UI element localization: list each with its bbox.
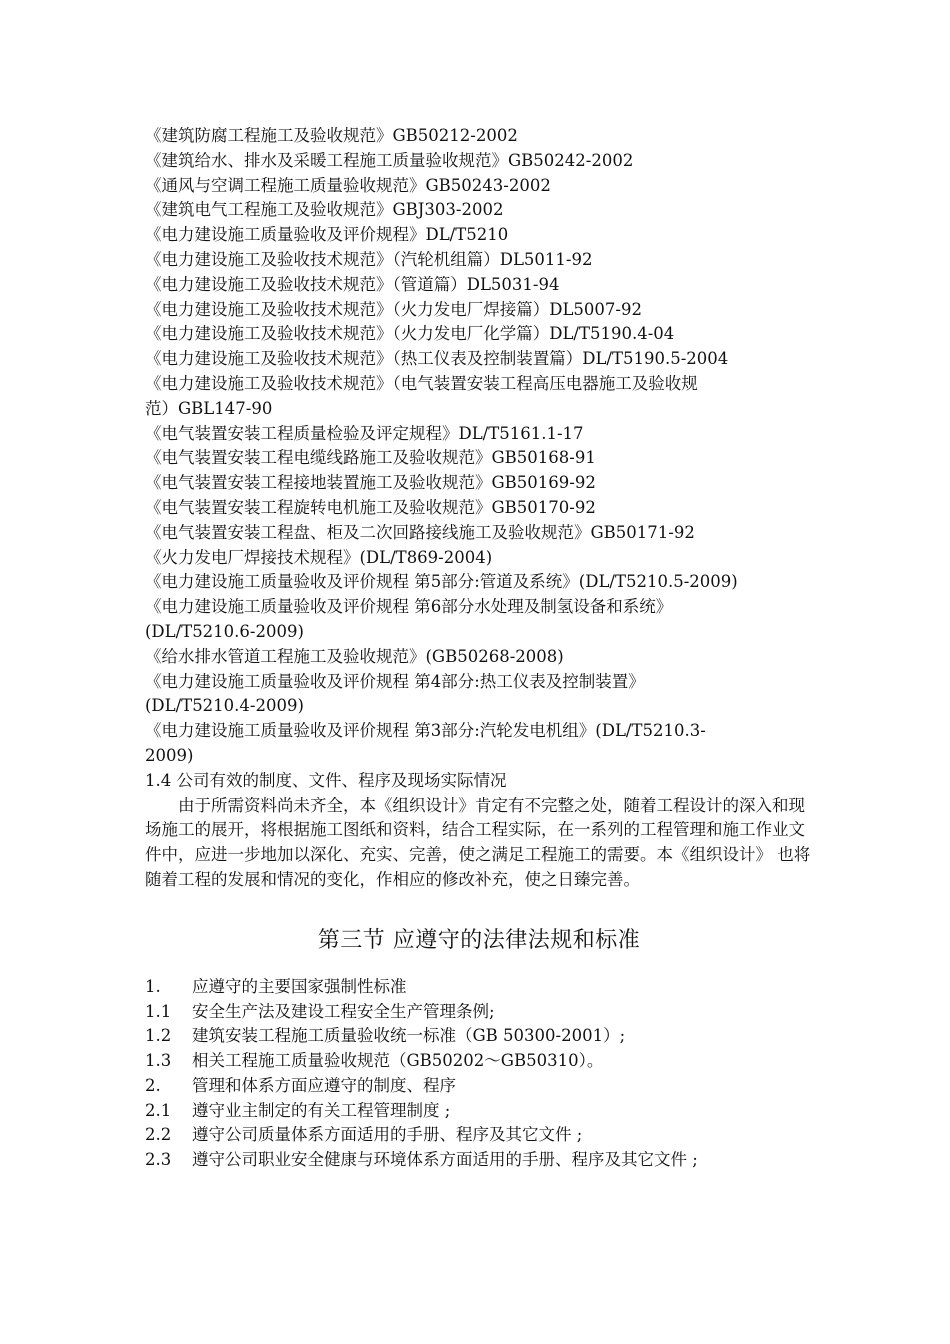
list-item [145,1099,813,1124]
reference-line: 《电力建设施工质量验收及评价规程 第5部分:管道及系统》(DL/T5210.5-2009) [145,572,738,592]
list-item [145,1148,813,1173]
item-text: 管理和体系方面应遵守的制度、程序 [192,1075,456,1095]
reference-line: 《建筑给水、排水及采暖工程施工质量验收规范》GB50242-2002 [145,150,634,170]
item-text: 建筑安装工程施工质量验收统一标准（GB 50300-2001）; [192,1026,626,1046]
list-item [145,1074,813,1099]
item-text: 遵守公司质量体系方面适用的手册、程序及其它文件 ; [192,1125,583,1145]
reference-line: 《电力建设施工及验收技术规范》（火力发电厂化学篇）DL/T5190.4-04 [145,324,675,344]
item-text: 遵守业主制定的有关工程管理制度 ; [192,1100,451,1120]
item-text: 安全生产法及建设工程安全生产管理条例; [192,1001,495,1021]
section-title: 第三节 应遵守的法律法规和标准 [317,927,641,953]
reference-line: 《电力建设施工质量验收及评价规程 第4部分:热工仪表及控制装置》 [145,671,645,691]
list-item [145,975,813,1000]
item-number: 2.2 [145,1125,172,1145]
item-number: 2. [145,1075,161,1095]
list-item [145,1123,813,1148]
reference-line: 《火力发电厂焊接技术规程》(DL/T869-2004) [145,547,493,567]
reference-line: 《电气装置安装工程盘、柜及二次回路接线施工及验收规范》GB50171-92 [145,522,695,542]
reference-line: 《电力建设施工及验收技术规范》（汽轮机组篇）DL5011-92 [145,249,593,269]
requirements-list [145,975,813,1173]
reference-line: 范）GBL147-90 [145,398,273,418]
reference-line: 《电气装置安装工程接地装置施工及验收规范》GB50169-92 [145,473,596,493]
reference-line: (DL/T5210.4-2009) [145,696,304,716]
reference-line: 《建筑电气工程施工及验收规范》GBJ303-2002 [145,200,504,220]
reference-line: 《电力建设施工及验收技术规范》（管道篇）DL5031-94 [145,274,560,294]
reference-line: 《电气装置安装工程旋转电机施工及验收规范》GB50170-92 [145,497,596,517]
item-number: 1.2 [145,1026,172,1046]
reference-line: 《电力建设施工质量验收及评价规程》DL/T5210 [145,225,509,245]
item-text: 应遵守的主要国家强制性标准 [192,976,407,996]
reference-line: (DL/T5210.6-2009) [145,621,304,641]
reference-line: 《电力建设施工及验收技术规范》（热工仪表及控制装置篇）DL/T5190.5-2004 [145,349,729,369]
item-number: 2.1 [145,1100,172,1120]
list-item [145,1024,813,1049]
reference-line: 《电力建设施工及验收技术规范》（火力发电厂焊接篇）DL5007-92 [145,299,642,319]
body-paragraph: 由于所需资料尚未齐全，本《组织设计》肯定有不完整之处，随着工程设计的深入和现场施工的展开，将根据施工图纸和资料，结合工程实际，在一系列的工程管理和施工作业文件中，应进一步地加以深化、充实、完善，使之满足工程施工的需要。本《组织设计》 也将随着工程的发展和情况的变化，作相应的修改补充，使之日臻完善。 [145,795,811,889]
reference-line: 《建筑防腐工程施工及验收规范》GB50212-2002 [145,126,518,145]
list-item [145,1000,813,1025]
item-number: 1.3 [145,1051,172,1071]
item-text: 相关工程施工质量验收规范（GB50202～GB50310）。 [192,1051,604,1071]
list-item [145,1049,813,1074]
reference-line: 《给水排水管道工程施工及验收规范》(GB50268-2008) [145,646,564,666]
reference-line: 《电力建设施工质量验收及评价规程 第6部分水处理及制氢设备和系统》 [145,597,673,617]
reference-list [145,124,813,769]
item-text: 遵守公司职业安全健康与环境体系方面适用的手册、程序及其它文件 ; [192,1150,698,1170]
item-number: 1.1 [145,1001,172,1021]
reference-line: 《电气装置安装工程质量检验及评定规程》DL/T5161.1-17 [145,423,584,443]
reference-line: 《通风与空调工程施工质量验收规范》GB50243-2002 [145,175,551,195]
reference-line: 《电气装置安装工程电缆线路施工及验收规范》GB50168-91 [145,448,596,468]
item-number: 2.3 [145,1150,172,1170]
document-page [145,124,813,1173]
reference-line: 2009) [145,745,194,765]
reference-line: 《电力建设施工质量验收及评价规程 第3部分:汽轮发电机组》(DL/T5210.3- [145,721,706,741]
subsection-heading: 1.4 公司有效的制度、文件、程序及现场实际情况 [145,770,507,790]
reference-line: 《电力建设施工及验收技术规范》（电气装置安装工程高压电器施工及验收规 [145,373,698,393]
item-number: 1. [145,976,161,996]
